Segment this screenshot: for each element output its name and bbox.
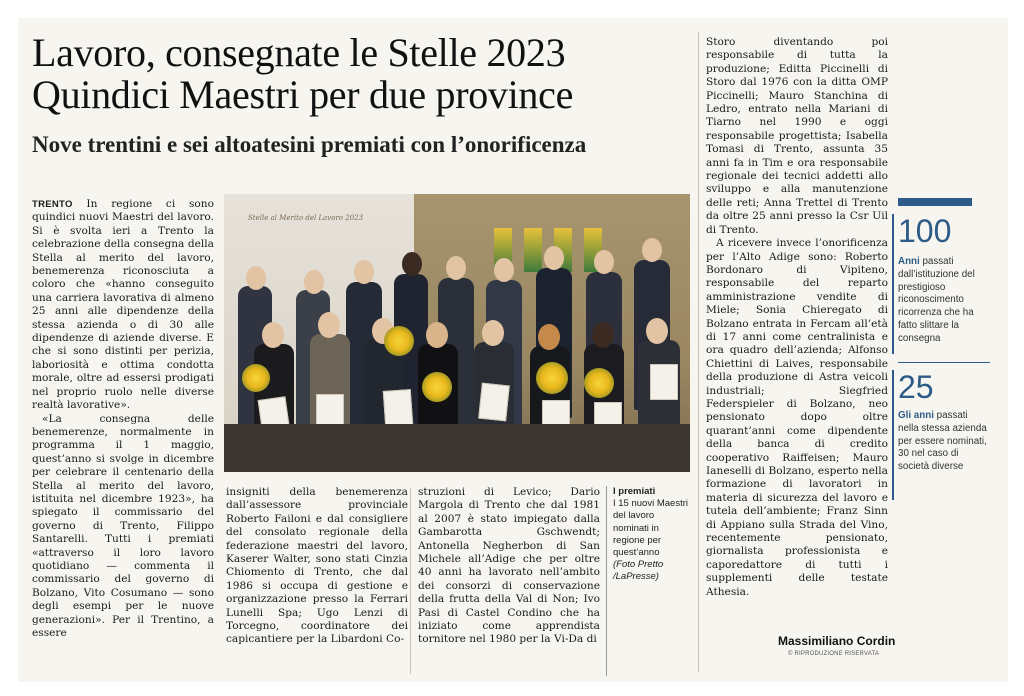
caption-body: I 15 nuovi Maestri del lavoro nominati in regione per quest’anno [613,498,688,559]
column-divider [410,488,411,674]
headline-line-2: Quindici Maestri per due province [32,72,574,117]
column-divider [698,32,699,672]
author-byline: Massimiliano Cordin [778,634,896,648]
photo-banner-text: Stelle al Merito del Lavoro 2023 [248,214,364,222]
copyright-notice: © RIPRODUZIONE RISERVATA [788,651,880,657]
person-head [646,318,668,344]
sidebar-divider [898,362,990,363]
flower-bouquet [422,372,452,402]
article-paragraph-4: A ricevere invece l’onorificenza per l’Alto Adige sono: Roberto Bordonaro di Vipiteno, responsabile del reparto amministrazione vendite di Miele; Sonia Chieregato di Bolzano entrata in Fercam all’età di 17 anni come centralinista e ora quadro dell’azienda; Alfonso Chiettini di Laives, responsabile della produzione di Astra veicoli industriali; Siegfried Federspieler di Bolzano, neo pensionato dopo oltre quarant’anni come dipendente della banca di credito cooperativo Raiffeisen; Mauro Ianeselli di Bolzano, esperto nella formazione di lavoratori in materia di sicurezza del lavoro e tutela dell’ambiente; Franz Sinn di Appiano sulla Strada del Vino, recentemente pensionato, giornalista professionista e caporedattore di tutti i supplementi delle testate Athesia. [706,237,888,598]
stat-description-years [898,256,990,346]
article-paragraph-3: Storo diventando poi responsabile di tutta la produzione; Editta Piccinelli di Storo dal 1976 con la ditta OMP Piccinelli; Mauro Stanchina di Ledro, entrato nella Mariani di Tiarno nel 1990 e oggi responsabile progettista; Isabella Tomasi di Trento, assunta 35 anni fa in Tim e ora responsabile regionale dei tecnici addetti allo sviluppo e alla manutenzione delle reti; Anna Trettel di Trento da oltre 25 anni presso la Csr Uil di Trento. [706,36,888,236]
subheadline: Nove trentini e sei altoatesini premiati con l’onorificenza [32,132,587,157]
award-photo [224,194,690,472]
person-head [354,260,374,284]
article-column-2: insigniti della benemerenza dall’assessore provinciale Roberto Failoni e dal consigliere del consolato regionale della federazione maestri del lavoro, Kaserer Walter, sono stati Cinzia Chiomento di Trento, che dal 1986 si occupa di gestione e organizzazione presso la Ferrari Lunelli Spa; Ugo Lenzi di Torcegno, coordinatore dei capicantiere per la Libardoni Co- [226,486,408,646]
sidebar-rule [892,214,894,354]
flower-bouquet [536,362,568,394]
person-head [482,320,504,346]
certificate [478,383,510,422]
person-head [594,250,614,274]
person-head [318,312,340,338]
sidebar-rule [892,370,894,500]
stat-number-years: 100 [898,213,952,249]
article-paragraph-1 [32,198,214,413]
article-column-4 [706,36,888,656]
stat-description-tenure [898,410,990,474]
article-column-1 [32,198,214,676]
stat-label-tenure: Gli anni [898,410,934,421]
person-head [262,322,284,348]
person-head [402,252,422,276]
dateline: TRENTO [32,199,73,210]
article-paragraph-2: «La consegna delle benemerenze, normalmente in programma il 1 maggio, quest’anno si svolge in dicembre per celebrare il centenario della Stella al merito del lavoro, istituita nel dicembre 1923», ha spiegato il commissario del governo di Trento, Filippo Santarelli. Tutti i premiati «attraverso il loro lavoro quotidiano — commenta il commissario del governo di Bolzano, Vito Cosumano — sono degli esempi per le nuove generazioni». Per il Trentino, a essere [32,412,214,639]
stat-text-years: passati dall’istituzione del prestigioso riconoscimento ricorrenza che ha fatto slittare la consegna [898,256,975,344]
caption-title: I premiati [613,486,656,497]
person-head [494,258,514,282]
person-head [446,256,466,280]
person-head [544,246,564,270]
paragraph-1-text: In regione ci sono quindici nuovi Maestri del lavoro. Si è svolta ieri a Trento la celebrazione della consegna della Stella al merito del lavoro, benemerenza riconosciuta a coloro che «hanno conseguito una carriera lavorativa di almeno 25 anni alle dipendenze della stessa azienda o di 30 alle dipendenze di aziende diverse. E che si sono distinti per perizia, laboriosità e ottima condotta morale, oltre ad essersi prodigati nel proprio ruolo nelle diverse realtà lavorative». [32,198,214,412]
certificate [383,389,413,427]
person-head [538,324,560,350]
person-head [304,270,324,294]
headline-line-1: Lavoro, consegnate le Stelle 2023 [32,30,566,75]
headline [32,32,692,116]
flower-bouquet [384,326,414,356]
flower-bouquet [242,364,270,392]
stat-label-years: Anni [898,256,920,267]
certificate [650,364,678,400]
person-head [246,266,266,290]
photo-caption [606,486,688,676]
caption-credit: (Foto Pretto /LaPresse) [613,559,664,583]
person-head [642,238,662,262]
article-column-3: struzioni di Levico; Dario Margola di Trento che dal 1981 al 2007 è stato impiegato dalla Gambarotta Gschwendt; Antonella Negherbon di San Michele all’Adige che per oltre 40 anni ha lavorato nell’ambito dei consorzi di conservazione della frutta della Val di Non; Ivo Pasi di Castel Condino che ha iniziato come apprendista tornitore nel 1980 per la Vi-Da di [418,486,600,646]
photo-floor [224,424,690,472]
stat-text-tenure: passati nella stessa azienda per essere nominati, 30 nel caso di società diverse [898,410,987,473]
sidebar-accent-bar [898,198,972,206]
person-head [592,322,614,348]
flower-bouquet [584,368,614,398]
stat-number-tenure: 25 [898,369,934,405]
newspaper-page [18,18,1008,682]
flag-icon [524,228,542,272]
person-head [426,322,448,348]
